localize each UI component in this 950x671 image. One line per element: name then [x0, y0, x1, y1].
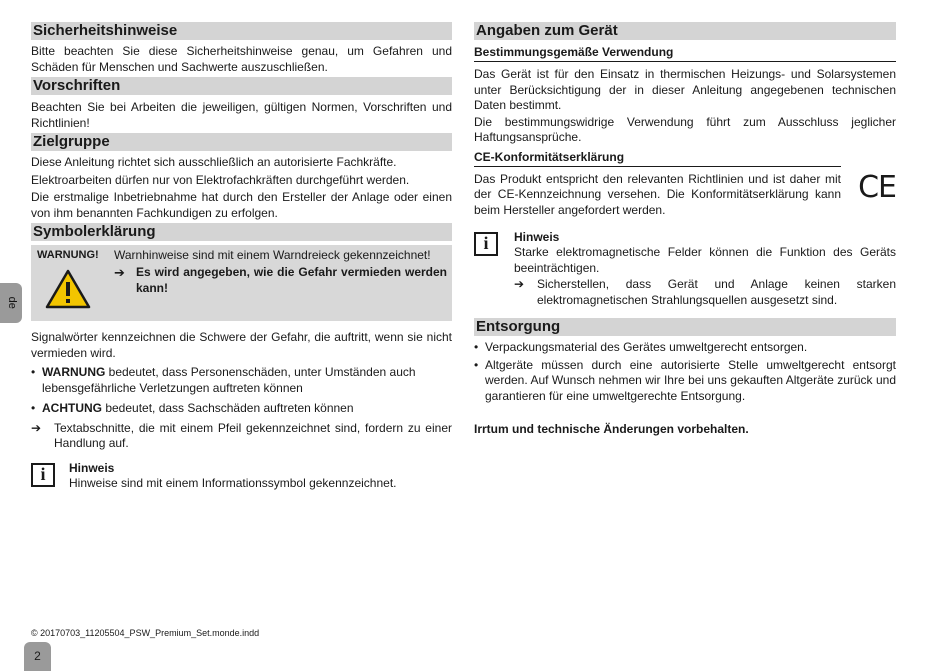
subheading-intended-use: Bestimmungsgemäße Verwendung [474, 45, 896, 62]
info-icon: i [474, 232, 498, 256]
warning-label: WARNUNG! [37, 249, 99, 261]
left-column [31, 22, 452, 495]
ce-mark-icon: CE [858, 169, 896, 205]
section-heading-target-group: Zielgruppe [31, 133, 452, 151]
warning-text: Warnhinweise sind mit einem Warndreieck gekennzeichnet! [114, 248, 431, 262]
arrow-icon: ➔ [514, 277, 525, 291]
warning-box [31, 245, 452, 321]
safety-text: Bitte beachten Sie diese Sicherheitshinweise genau, um Gefahren und Schäden für Menschen und Sachwerte auszuschließen. [31, 44, 452, 74]
info-text: Starke elektromagnetische Felder können die Funktion des Geräts beeinträchtigen. [514, 245, 896, 275]
achtung-keyword: ACHTUNG [42, 401, 102, 415]
arrow-icon: ➔ [31, 420, 42, 435]
arrow-item [514, 277, 896, 308]
right-column [474, 22, 896, 438]
target-group-text-1: Diese Anleitung richtet sich ausschließlich an autorisierte Fachkräfte. [31, 155, 397, 169]
warnung-keyword: WARNUNG [42, 365, 106, 379]
misuse-text: Die bestimmungswidrige Verwendung führt zum Ausschluss jeglicher Haftungsansprüche. [474, 114, 896, 144]
list-item [474, 340, 896, 356]
section-heading-safety: Sicherheitshinweise [31, 22, 452, 40]
regulations-text: Beachten Sie bei Arbeiten die jeweiligen, gültigen Normen, Vorschriften und Richtlinien! [31, 100, 452, 130]
info-title: Hinweis [69, 460, 115, 475]
arrow-item [31, 421, 452, 452]
bullet-icon: • [31, 365, 36, 379]
bullet-icon: • [31, 401, 36, 415]
disclaimer: Irrtum und technische Änderungen vorbehalten. [474, 422, 749, 436]
bullet-icon: • [474, 357, 479, 372]
info-icon: i [31, 463, 55, 487]
list-item [31, 365, 452, 396]
target-group-text-2: Elektroarbeiten dürfen nur von Elektrofachkräften durchgeführt werden. [31, 172, 410, 187]
disposal-bullet-2: Altgeräte müssen durch eine autorisierte Stelle umweltgerecht entsorgt werden. Auf Wunsch nehmen wir Ihre bei uns gekauften Altgeräte zurück und garantieren für eine umweltgerechte Entsorgung. [485, 357, 896, 403]
info-arrow-text: Sicherstellen, dass Gerät und Anlage keinen starken elektromagnetischen Strahlungsquellen ausgesetzt sind. [537, 277, 896, 307]
info-box [31, 461, 452, 495]
warnung-description: bedeutet, dass Personenschäden, unter Umständen auch lebensgefährliche Verletzungen auftreten können [42, 365, 416, 395]
page-number: 2 [24, 642, 51, 671]
list-item [31, 401, 452, 417]
language-tab-label: de [5, 296, 18, 310]
subheading-ce-conformity: CE-Konformitätserklärung [474, 150, 841, 167]
arrow-instruction-text: Textabschnitte, die mit einem Pfeil gekennzeichnet sind, fordern zu einer Handlung auf. [54, 420, 452, 450]
warning-instruction: Es wird angegeben, wie die Gefahr vermieden werden kann! [136, 265, 447, 295]
section-heading-device: Angaben zum Gerät [474, 22, 896, 40]
info-box [474, 230, 896, 307]
warning-triangle-icon [45, 269, 91, 309]
ce-block [474, 169, 896, 219]
section-heading-regulations: Vorschriften [31, 77, 452, 95]
info-text: Hinweise sind mit einem Informationssymbol gekennzeichnet. [69, 475, 397, 490]
section-heading-symbols: Symbolerklärung [31, 223, 452, 241]
achtung-description: bedeutet, dass Sachschäden auftreten können [102, 401, 354, 415]
bullet-icon: • [474, 340, 479, 354]
intended-use-text: Das Gerät ist für den Einsatz in thermischen Heizungs- und Solarsystemen unter Berücksichtigung der in dieser Anleitung angegebenen technischen Daten bestimmt. [474, 67, 896, 112]
disposal-bullet-1: Verpackungsmaterial des Gerätes umweltgerecht entsorgen. [485, 340, 808, 354]
list-item [474, 358, 896, 405]
ce-text: Das Produkt entspricht den relevanten Richtlinien und ist daher mit der CE-Kennzeichnung versehen. Die Konformitätserklärung kann beim Hersteller angefordert werden. [474, 171, 841, 217]
warning-arrow-icon: ➔ [114, 265, 125, 280]
section-heading-disposal: Entsorgung [474, 318, 896, 336]
language-tab [0, 283, 22, 323]
info-title: Hinweis [514, 230, 560, 244]
footer-file-info: © 20170703_11205504_PSW_Premium_Set.monde.indd [31, 628, 260, 638]
signal-words-text: Signalwörter kennzeichnen die Schwere der Gefahr, die auftritt, wenn sie nicht vermieden wird. [31, 330, 452, 360]
target-group-text-3: Die erstmalige Inbetriebnahme hat durch den Ersteller der Anlage oder einen von ihm benannten Fachkundigen zu erfolgen. [31, 190, 452, 220]
